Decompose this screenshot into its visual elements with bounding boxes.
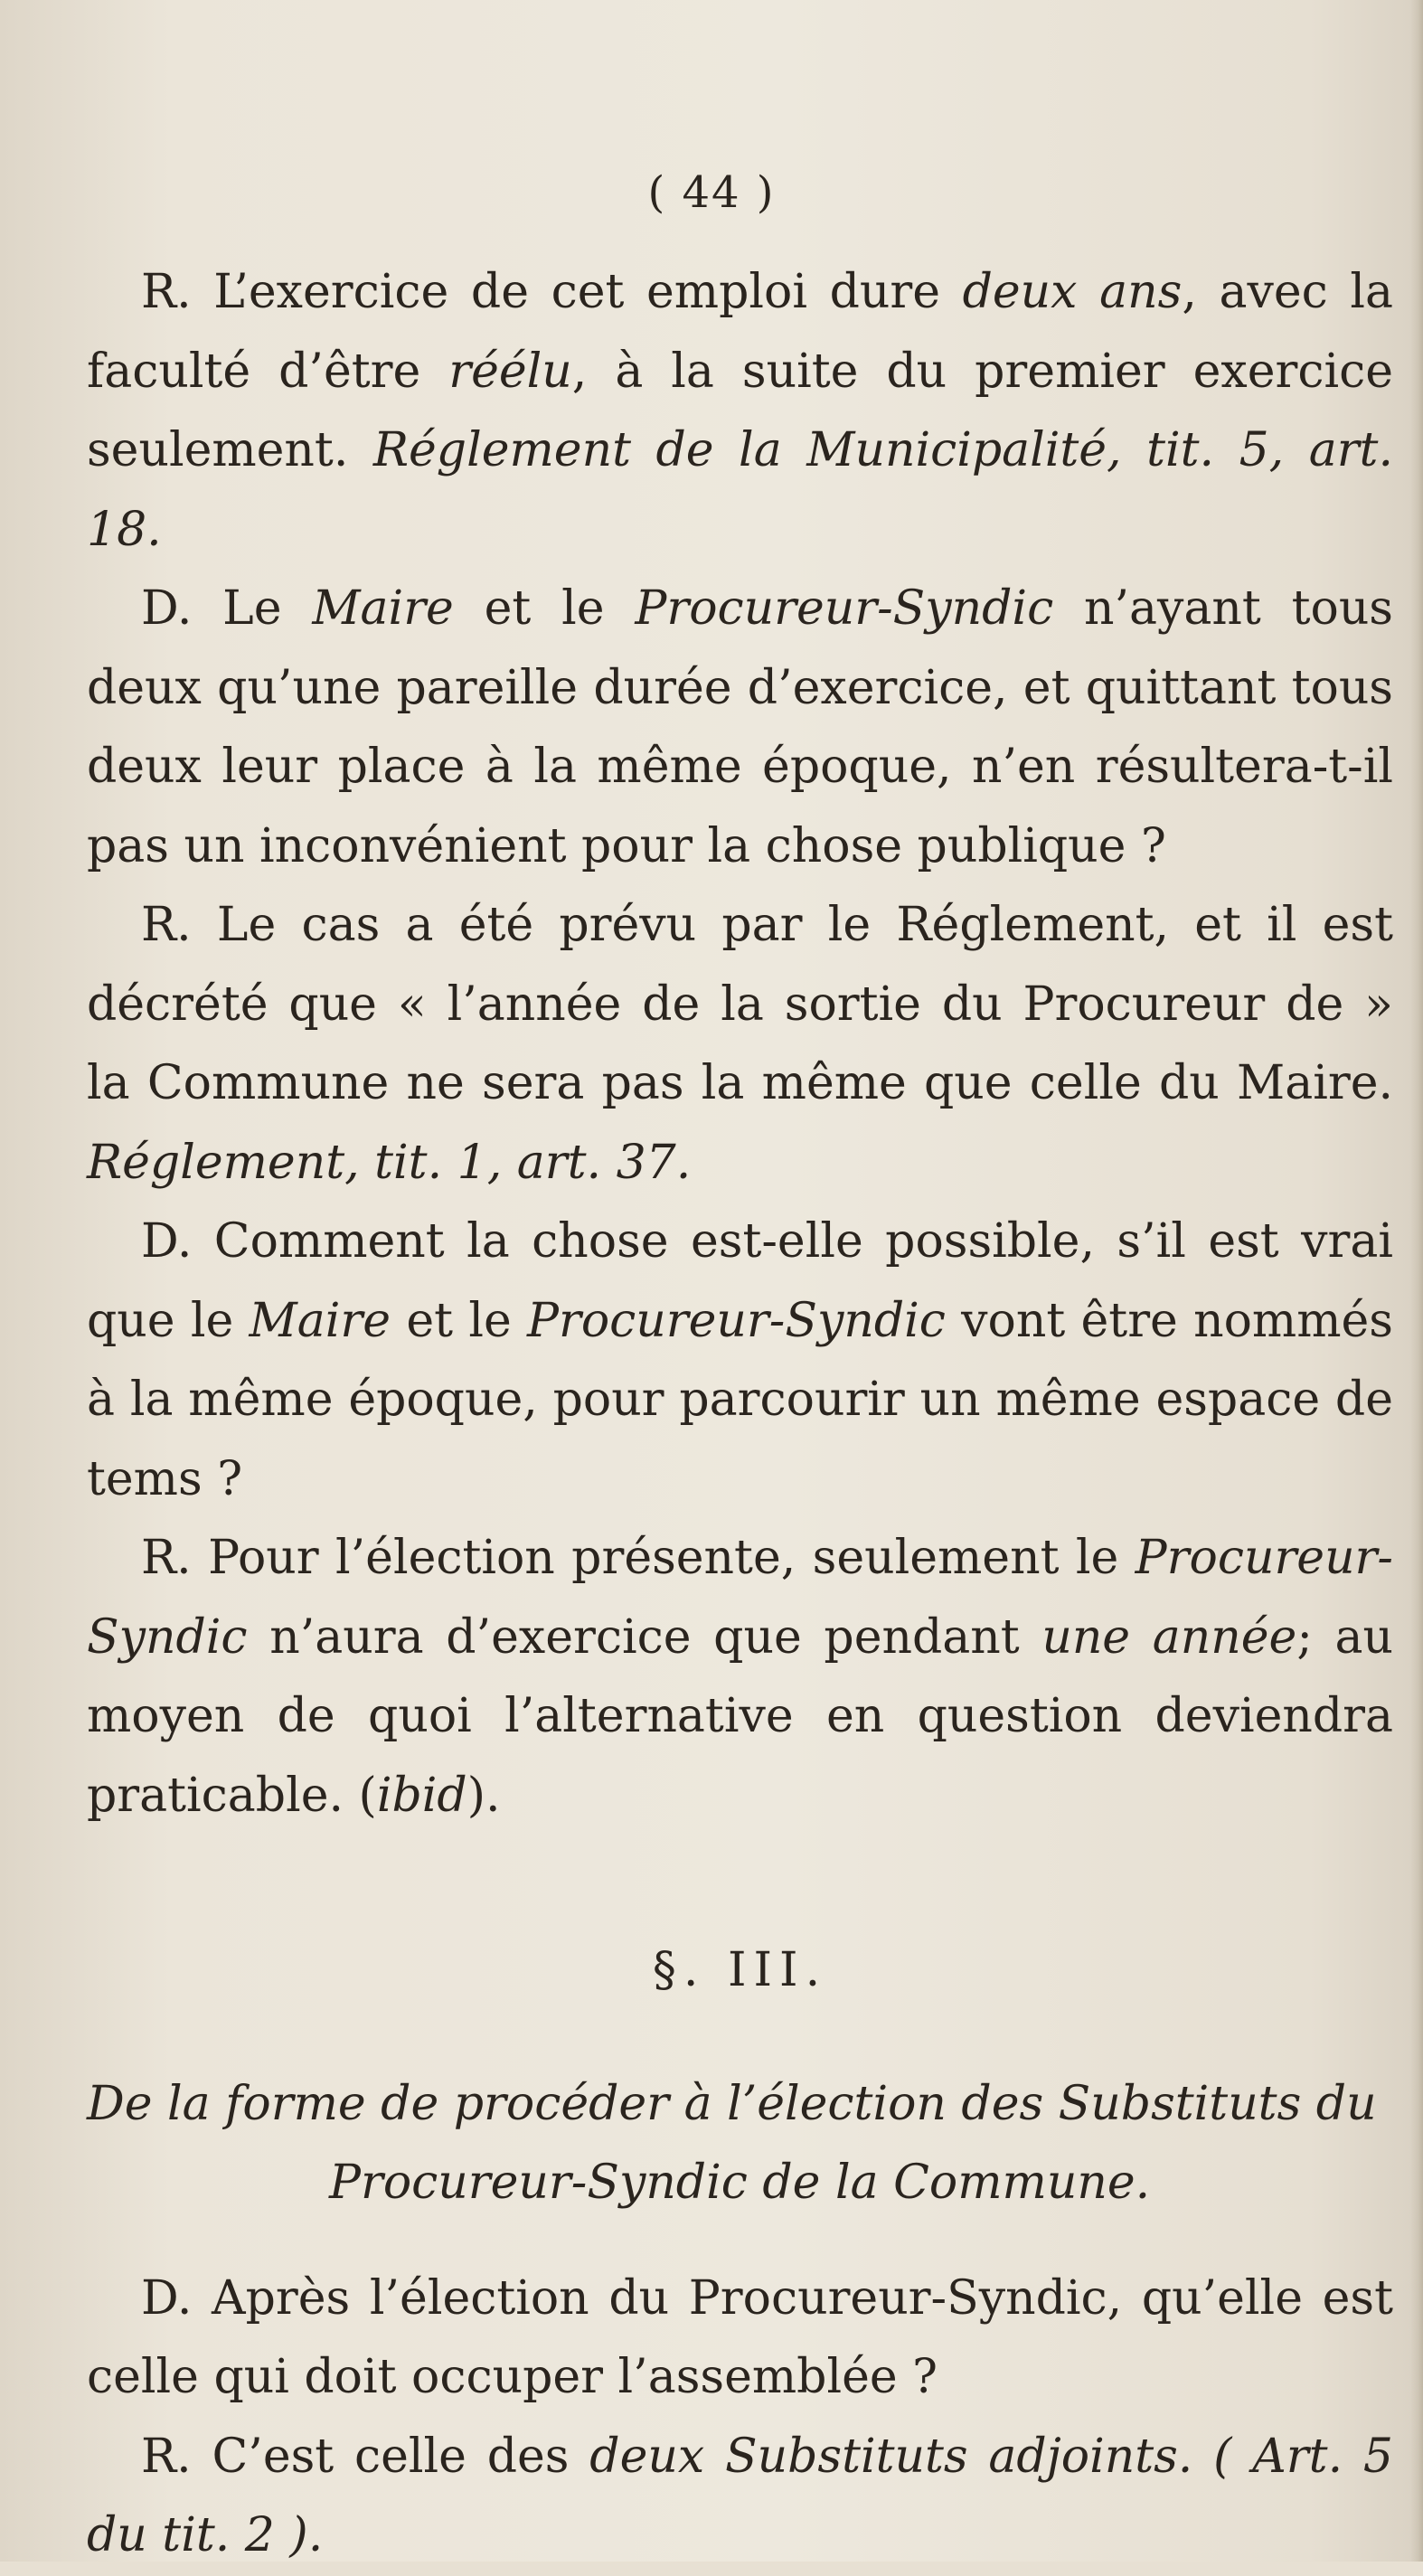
page-edge-shadow <box>1410 0 1423 2562</box>
text-run: D. Comment la chose est-elle possible, s’il est vrai que le <box>87 1214 1393 1348</box>
paragraph <box>87 1203 1393 1519</box>
paragraphs-before-section <box>87 253 1393 1835</box>
italic-text: Maire <box>312 581 454 636</box>
section-heading-line-1: De la forme de procéder à l’élection des Substituts du <box>87 2076 1377 2131</box>
text-run: ; au moyen de quoi l’alternative en question deviendra praticable. ( <box>87 1609 1394 1823</box>
page-number: ( 44 ) <box>647 167 776 218</box>
section-mark: §. III. <box>652 1943 828 1997</box>
paragraph <box>87 2260 1393 2418</box>
text-run: vont être nommés à la même époque, pour parcourir un même espace de tems ? <box>87 1293 1393 1506</box>
paragraph <box>87 570 1393 886</box>
text-run: n’ayant tous deux qu’une pareille durée d’exercice, et quittant tous deux leur place à la même époque, n’en résultera-t-il pas un inconvénient pour la chose publique ? <box>87 581 1393 873</box>
italic-text: deux Substituts adjoints. ( Art. 5 du tit. 2 ). <box>87 2429 1393 2562</box>
italic-text: ibid <box>376 1768 467 1823</box>
italic-text: Procureur-Syndic <box>635 581 1054 636</box>
text-run: R. L’exercice de cet emploi dure <box>141 265 963 319</box>
italic-text: Réglement de la Municipalité, tit. 5, art. 18. <box>87 423 1393 557</box>
text-run: , avec la faculté d’être <box>87 265 1394 399</box>
paragraph <box>87 2418 1393 2576</box>
text-run: R. Pour l’élection présente, seulement le <box>141 1531 1136 1585</box>
text-run: R. Le cas a été prévu par le Réglement, et il est décrété que « l’année de la sortie du Procureur de » la Commune ne sera pas la même que celle du Maire. <box>87 898 1393 1110</box>
text-run: , à la suite du premier exercice seulement. <box>87 344 1394 477</box>
paragraph <box>87 253 1393 570</box>
text-run: R. C’est celle des <box>141 2429 590 2484</box>
paragraph <box>87 1519 1393 1835</box>
italic-text: une année <box>1041 1609 1297 1665</box>
text-run: et le <box>453 581 636 636</box>
italic-text: Maire <box>249 1293 391 1348</box>
text-run: D. Après l’élection du Procureur-Syndic, qu’elle est celle qui doit occuper l’assemblée ? <box>87 2270 1393 2404</box>
text-run: D. Le <box>141 581 313 636</box>
text-run: et le <box>391 1293 528 1348</box>
italic-text: Procureur-Syndic <box>87 1531 1393 1665</box>
paragraph <box>87 886 1393 1203</box>
italic-text: deux ans <box>962 265 1183 319</box>
text-run: n’aura d’exercice que pendant <box>247 1609 1042 1665</box>
section-heading-line-2: Procureur-Syndic de la Commune. <box>329 2156 1151 2210</box>
text-run: ). <box>466 1768 501 1823</box>
section-heading <box>87 2065 1393 2223</box>
italic-text: Procureur-Syndic <box>527 1293 946 1348</box>
page-body <box>87 172 1393 2576</box>
italic-text: réélu <box>448 344 572 399</box>
italic-text: Réglement, tit. 1, art. 37. <box>87 1135 692 1190</box>
paragraphs-after-section <box>87 2260 1393 2576</box>
